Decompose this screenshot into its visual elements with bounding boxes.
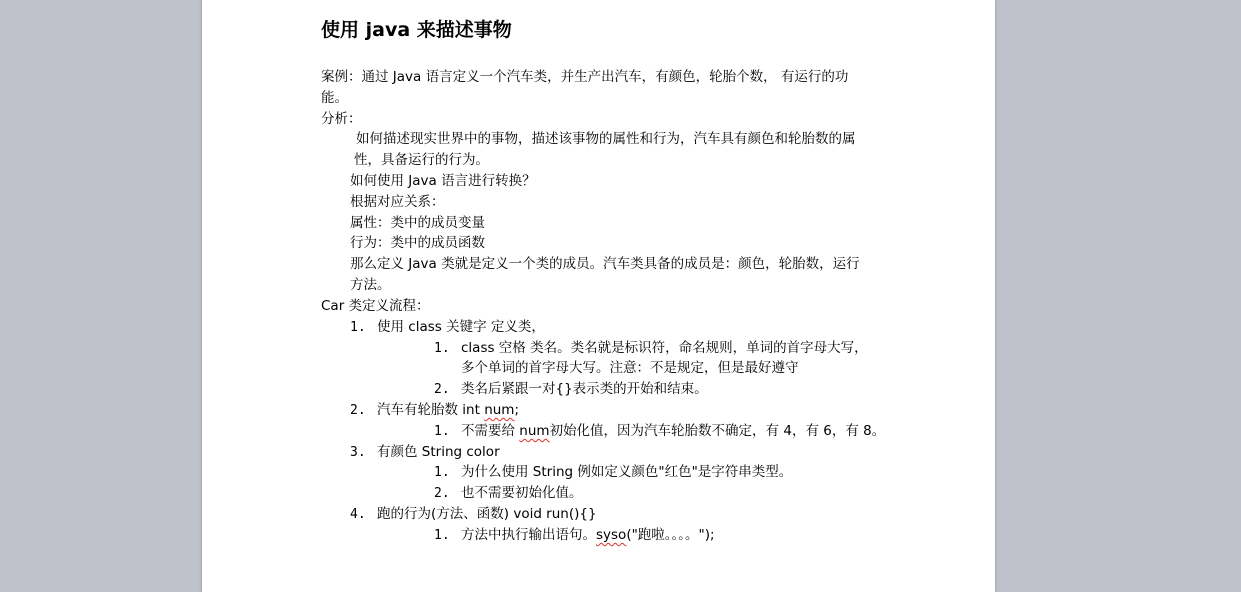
step-4-sub-1-text [461, 525, 715, 546]
step-3-text: 有颜色 String color [377, 444, 500, 460]
step-3-sub-2-line-1: 也不需要初始化值。 [461, 485, 583, 501]
analysis-p1-line-1: 如何描述现实世界中的事物，描述该事物的属性和行为，汽车具有颜色和轮胎数的属 [356, 131, 856, 147]
step-1-sub-1-line-1: class 空格 类名。类名就是标识符，命名规则，单词的首字母大写， [461, 340, 868, 356]
analysis-p6-line-2: 方法。 [350, 277, 391, 293]
analysis-p4: 属性：类中的成员变量 [350, 215, 485, 231]
step-2-number: 2. [350, 403, 366, 418]
step-1-text: 使用 class 关键字 定义类， [377, 319, 545, 335]
step-4-number: 4. [350, 507, 366, 522]
step-1-sub-1-line-2: 多个单词的首字母大写。注意：不是规定，但是最好遵守 [461, 360, 799, 376]
case-line-2: 能。 [321, 90, 348, 106]
document-title: 使用 java 来描述事物 [321, 19, 512, 41]
step-2-sub-1-squig: num [519, 423, 550, 439]
step-1-sub-2-number: 2. [434, 382, 450, 397]
analysis-p5: 行为：类中的成员函数 [350, 235, 485, 251]
analysis-p6-line-1: 那么定义 Java 类就是定义一个类的成员。汽车类具备的成员是：颜色，轮胎数，运行 [350, 256, 860, 272]
analysis-label: 分析： [321, 111, 362, 127]
step-2-text-suffix: ; [514, 402, 520, 418]
flow-label: Car 类定义流程： [321, 298, 430, 314]
step-1-number: 1. [350, 320, 366, 335]
step-4-sub-1-squig: syso [596, 527, 627, 543]
step-2-sub-1-suffix: 初始化值，因为汽车轮胎数不确定，有 4，有 6，有 8。 [549, 423, 886, 439]
step-3-sub-2-number: 2. [434, 486, 450, 501]
step-4-sub-1-number: 1. [434, 528, 450, 543]
step-4-sub-1-suffix: ("跑啦。。。。"); [626, 527, 715, 543]
step-1-sub-2-line-1: 类名后紧跟一对{}表示类的开始和结束。 [461, 381, 708, 397]
step-2-text [377, 400, 519, 421]
analysis-p3: 根据对应关系： [350, 194, 445, 210]
step-2-sub-1-prefix: 不需要给 [461, 423, 520, 439]
step-3-sub-1-number: 1. [434, 465, 450, 480]
step-4-sub-1-prefix: 方法中执行输出语句。 [461, 527, 596, 543]
step-3-sub-1-line-1: 为什么使用 String 例如定义颜色"红色"是字符串类型。 [461, 464, 793, 480]
step-2-sub-1-text [461, 421, 885, 442]
step-4-text: 跑的行为(方法、函数) void run(){} [377, 506, 597, 522]
step-2-text-prefix: 汽车有轮胎数 int [377, 402, 485, 418]
step-3-number: 3. [350, 445, 366, 460]
step-2-text-squig: num [484, 402, 515, 418]
case-line-1: 案例：通过 Java 语言定义一个汽车类，并生产出汽车，有颜色，轮胎个数， 有运行的功 [321, 69, 849, 85]
step-2-sub-1-number: 1. [434, 424, 450, 439]
analysis-p1-line-2: 性，具备运行的行为。 [354, 152, 489, 168]
analysis-p2: 如何使用 Java 语言进行转换？ [350, 173, 536, 189]
step-1-sub-1-number: 1. [434, 341, 450, 356]
document-page [202, 0, 995, 592]
